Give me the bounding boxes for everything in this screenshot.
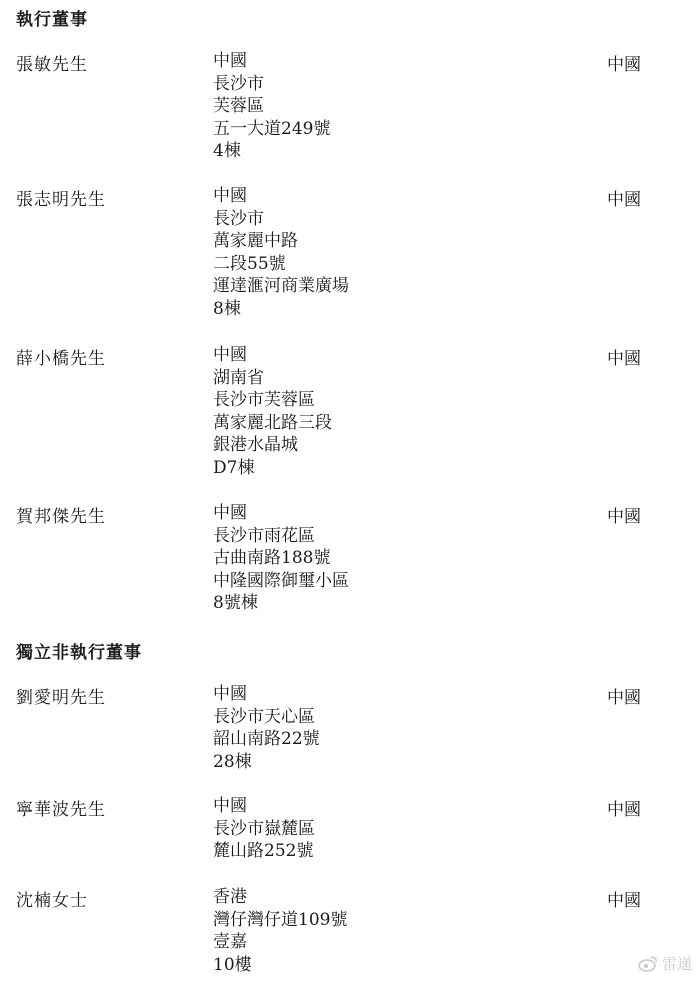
director-nationality: 中國 <box>607 800 641 820</box>
director-name: 張敏先生 <box>16 55 88 75</box>
address-line: 運達滙河商業廣場 <box>213 276 349 297</box>
address-line: 香港 <box>213 887 247 907</box>
address-line: 韶山南路22號 <box>213 729 320 750</box>
weibo-icon <box>638 955 658 972</box>
director-address <box>213 886 347 976</box>
address-line: 長沙市天心區 <box>213 706 315 727</box>
address-line: 長沙市嶽麓區 <box>213 818 315 839</box>
director-address <box>213 185 349 321</box>
address-line: 長沙市芙蓉區 <box>213 390 315 411</box>
address-line: 中國 <box>213 503 247 523</box>
address-line: 長沙市雨花區 <box>213 525 315 546</box>
address-line: 銀港水晶城 <box>213 435 298 456</box>
director-address <box>213 683 320 773</box>
address-line: 中隆國際御璽小區 <box>213 570 349 591</box>
address-line: 中國 <box>213 684 247 704</box>
director-address <box>213 344 332 480</box>
director-name: 沈楠女士 <box>16 891 88 911</box>
address-line: 8棟 <box>213 298 241 319</box>
director-nationality: 中國 <box>607 190 641 210</box>
address-line: 芙蓉區 <box>213 96 264 117</box>
address-line: 二段55號 <box>213 253 286 274</box>
director-nationality: 中國 <box>607 507 641 527</box>
address-line: 8號棟 <box>213 593 258 614</box>
watermark-text: 雷递 <box>661 955 692 973</box>
director-name: 張志明先生 <box>16 190 106 210</box>
director-nationality: 中國 <box>607 891 641 911</box>
director-name: 寧華波先生 <box>16 800 106 820</box>
address-line: 壹嘉 <box>213 932 247 953</box>
address-line: 4棟 <box>213 141 241 162</box>
director-nationality: 中國 <box>607 55 641 75</box>
director-address <box>213 50 330 163</box>
address-line: 灣仔灣仔道109號 <box>213 909 348 930</box>
director-address <box>213 795 315 863</box>
address-line: 湖南省 <box>213 367 264 388</box>
address-line: 10樓 <box>213 954 252 975</box>
address-line: 中國 <box>213 345 247 365</box>
address-line: 五一大道249號 <box>213 118 331 139</box>
address-line: 長沙市 <box>213 73 264 94</box>
director-address <box>213 502 349 615</box>
address-line: 長沙市 <box>213 208 264 229</box>
section-heading-executive-directors: 執行董事 <box>16 10 88 30</box>
director-nationality: 中國 <box>607 349 641 369</box>
director-name: 劉愛明先生 <box>16 688 106 708</box>
section-heading-independent-directors: 獨立非執行董事 <box>16 643 142 663</box>
address-line: 古曲南路188號 <box>213 548 331 569</box>
address-line: 中國 <box>213 796 247 816</box>
director-nationality: 中國 <box>607 688 641 708</box>
address-line: 28棟 <box>213 751 252 772</box>
address-line: 麓山路252號 <box>213 841 314 862</box>
address-line: 萬家麗中路 <box>213 231 298 252</box>
address-line: 萬家麗北路三段 <box>213 412 332 433</box>
watermark <box>638 953 692 974</box>
address-line: D7棟 <box>213 457 255 478</box>
address-line: 中國 <box>213 186 247 206</box>
address-line: 中國 <box>213 51 247 71</box>
director-name: 薛小橋先生 <box>16 349 106 369</box>
director-name: 賀邦傑先生 <box>16 507 106 527</box>
